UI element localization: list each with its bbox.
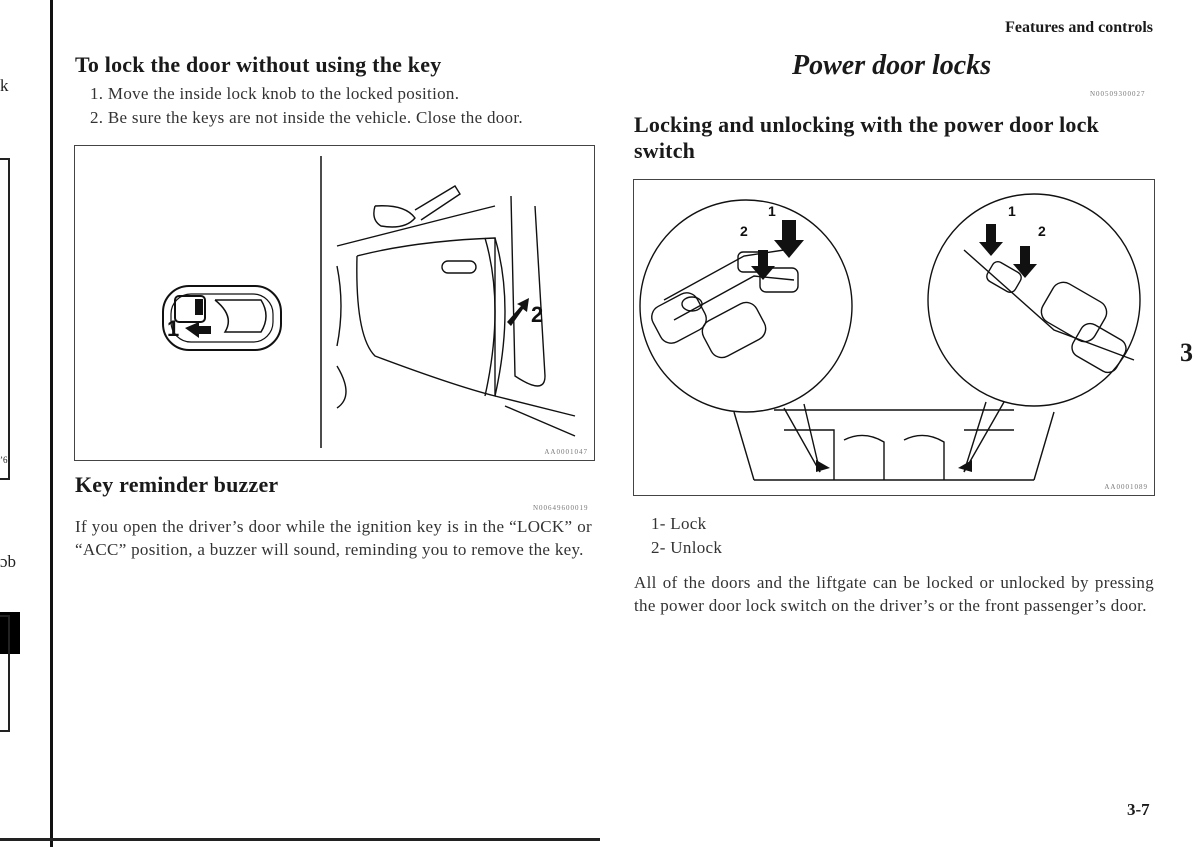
left-lock-arrow-icon (774, 220, 804, 258)
page-number: 3-7 (1127, 800, 1150, 819)
edge-fragment-2: ’6 (0, 455, 8, 465)
figure-label-1: 1 (167, 316, 180, 341)
edge-bracket-top (0, 158, 10, 480)
binding-bottom-line (0, 838, 600, 841)
edge-fragment-1: k (0, 76, 9, 95)
step-1: 1. Move the inside lock knob to the locked position. (90, 84, 460, 103)
door-lock-figure (74, 145, 595, 461)
step-2: 2. Be sure the keys are not inside the vehicle. Close the door. (90, 108, 523, 127)
figure-code-right: AA0001089 (1104, 483, 1148, 491)
edge-bracket-bottom (0, 615, 10, 732)
chapter-side-tab: 3 (1180, 338, 1193, 367)
chapter-title: Power door locks (792, 50, 992, 81)
buzzer-section-title: Key reminder buzzer (75, 472, 279, 497)
power-lock-illustration (634, 180, 1154, 495)
close-door-arrow-icon (507, 298, 529, 326)
power-lock-description: All of the doors and the liftgate can be locked or unlocked by pressing the power door lock switch on the driver’s or the front passenger’s door. (634, 573, 1154, 615)
power-lock-figure (633, 179, 1155, 496)
right-label-1: 1 (1008, 203, 1016, 219)
right-label-2: 2 (1038, 223, 1046, 239)
binding-edge-line (50, 0, 53, 847)
figure-code: AA0001047 (544, 448, 588, 456)
chapter-code: N00509300027 (1090, 90, 1146, 98)
running-header: Features and controls (1005, 19, 1153, 36)
right-lock-arrow-icon (979, 224, 1003, 256)
inside-handle-drawing (163, 286, 281, 350)
lock-section-title: To lock the door without using the key (75, 52, 442, 77)
left-label-1: 1 (768, 203, 776, 219)
figure-label-2: 2 (531, 302, 544, 327)
right-detail-circle (928, 194, 1140, 406)
legend-lock: 1- Lock (651, 514, 707, 533)
buzzer-code: N00649600019 (533, 504, 589, 512)
edge-fragment-3: ɔb (0, 552, 17, 571)
door-lock-illustration (75, 146, 594, 460)
legend-unlock: 2- Unlock (651, 538, 723, 557)
lock-arrow-icon (185, 322, 211, 338)
left-label-2: 2 (740, 223, 748, 239)
right-unlock-arrow-icon (1013, 246, 1037, 278)
buzzer-paragraph: If you open the driver’s door while the ignition key is in the “LOCK” or “ACC” position, a buzzer will sound, reminding you to remove the key. (75, 517, 592, 559)
switch-section-title: Locking and unlocking with the power door lock switch (634, 112, 1099, 163)
